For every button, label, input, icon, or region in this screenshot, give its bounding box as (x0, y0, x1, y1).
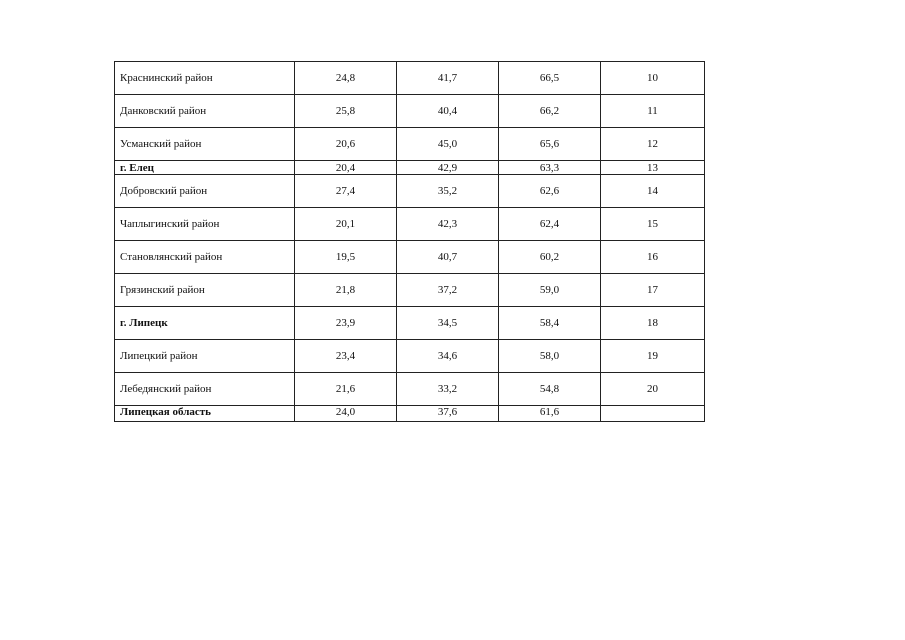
district-name-cell: Краснинский район (115, 62, 295, 95)
value-cell-2: 42,3 (397, 208, 499, 241)
value-cell-2: 37,6 (397, 406, 499, 422)
district-name-cell: Добровский район (115, 175, 295, 208)
value-cell-1: 24,8 (295, 62, 397, 95)
rank-cell: 15 (601, 208, 705, 241)
value-cell-2: 34,5 (397, 307, 499, 340)
value-cell-1: 20,4 (295, 161, 397, 175)
value-cell-1: 27,4 (295, 175, 397, 208)
rank-cell: 17 (601, 274, 705, 307)
table-row (115, 95, 705, 128)
value-cell-3: 54,8 (499, 373, 601, 406)
value-cell-1: 20,1 (295, 208, 397, 241)
district-name-cell: Данковский район (115, 95, 295, 128)
table-row (115, 62, 705, 95)
value-cell-3: 58,4 (499, 307, 601, 340)
rank-cell: 10 (601, 62, 705, 95)
table-row (115, 128, 705, 161)
table-row (115, 241, 705, 274)
table-row (115, 340, 705, 373)
value-cell-2: 45,0 (397, 128, 499, 161)
rank-cell: 14 (601, 175, 705, 208)
table-row (115, 208, 705, 241)
value-cell-1: 24,0 (295, 406, 397, 422)
value-cell-3: 62,4 (499, 208, 601, 241)
district-name-cell: Грязинский район (115, 274, 295, 307)
table-row (115, 307, 705, 340)
value-cell-3: 62,6 (499, 175, 601, 208)
rank-cell (601, 406, 705, 422)
value-cell-1: 20,6 (295, 128, 397, 161)
value-cell-1: 25,8 (295, 95, 397, 128)
table-row (115, 274, 705, 307)
table-row (115, 373, 705, 406)
value-cell-3: 58,0 (499, 340, 601, 373)
value-cell-3: 66,5 (499, 62, 601, 95)
value-cell-2: 42,9 (397, 161, 499, 175)
rank-cell: 19 (601, 340, 705, 373)
value-cell-2: 37,2 (397, 274, 499, 307)
table-body (115, 62, 705, 422)
value-cell-1: 23,9 (295, 307, 397, 340)
district-name-cell: г. Липецк (115, 307, 295, 340)
value-cell-2: 40,7 (397, 241, 499, 274)
district-name-cell: Липецкий район (115, 340, 295, 373)
value-cell-2: 34,6 (397, 340, 499, 373)
value-cell-2: 35,2 (397, 175, 499, 208)
value-cell-3: 63,3 (499, 161, 601, 175)
district-name-cell: Лебедянский район (115, 373, 295, 406)
value-cell-1: 23,4 (295, 340, 397, 373)
value-cell-3: 66,2 (499, 95, 601, 128)
district-name-cell: Чаплыгинский район (115, 208, 295, 241)
rank-cell: 11 (601, 95, 705, 128)
rank-cell: 12 (601, 128, 705, 161)
district-data-table (114, 61, 705, 422)
value-cell-3: 60,2 (499, 241, 601, 274)
rank-cell: 20 (601, 373, 705, 406)
value-cell-3: 65,6 (499, 128, 601, 161)
value-cell-2: 41,7 (397, 62, 499, 95)
rank-cell: 13 (601, 161, 705, 175)
table-row (115, 161, 705, 175)
table-row (115, 175, 705, 208)
district-name-cell: Липецкая область (115, 406, 295, 422)
district-name-cell: Становлянский район (115, 241, 295, 274)
value-cell-3: 59,0 (499, 274, 601, 307)
value-cell-3: 61,6 (499, 406, 601, 422)
value-cell-2: 33,2 (397, 373, 499, 406)
district-name-cell: г. Елец (115, 161, 295, 175)
value-cell-1: 21,6 (295, 373, 397, 406)
value-cell-1: 21,8 (295, 274, 397, 307)
value-cell-2: 40,4 (397, 95, 499, 128)
rank-cell: 18 (601, 307, 705, 340)
rank-cell: 16 (601, 241, 705, 274)
district-name-cell: Усманский район (115, 128, 295, 161)
value-cell-1: 19,5 (295, 241, 397, 274)
table-total-row (115, 406, 705, 422)
